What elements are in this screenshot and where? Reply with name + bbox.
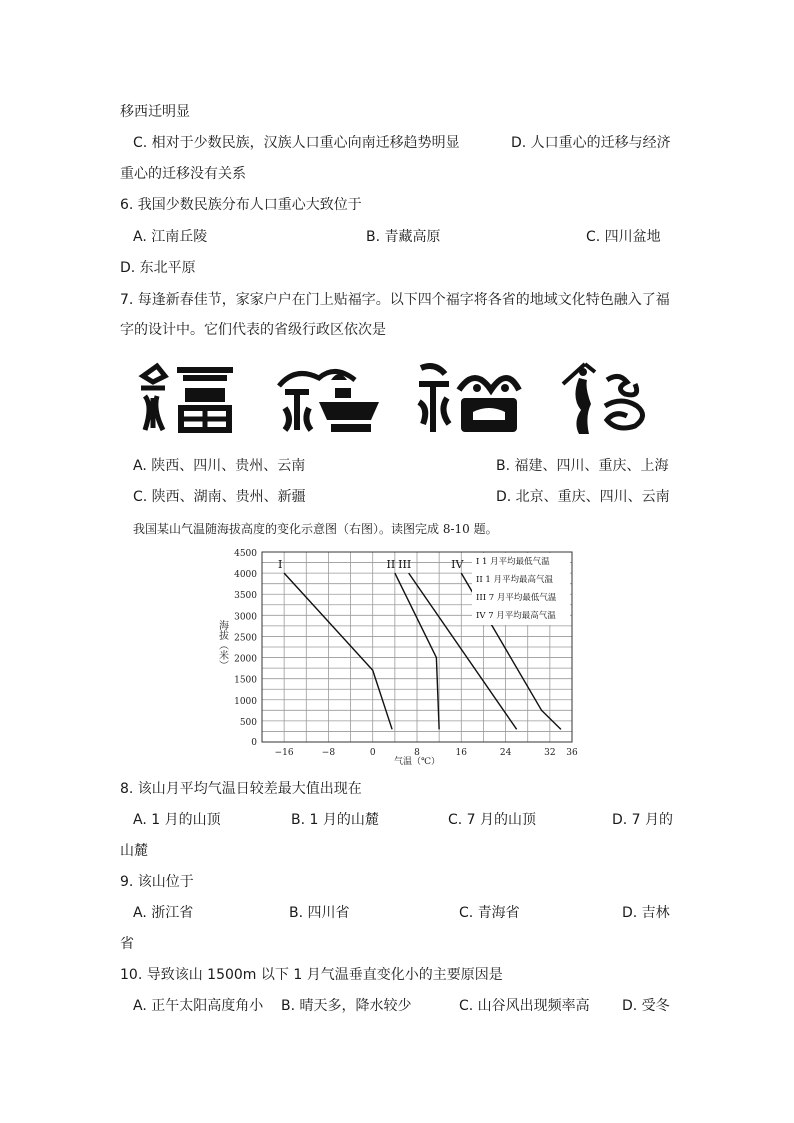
- legend-entry-1: I 1 月平均最低气温: [476, 557, 550, 567]
- option-q10-a: A. 正午太阳高度角小: [133, 998, 264, 1014]
- legend-entry-2: II 1 月平均最高气温: [476, 575, 554, 585]
- fu-character-sichuan: [275, 358, 385, 438]
- option-q7-b: B. 福建、四川、重庆、上海: [496, 458, 669, 474]
- question-9: 9. 该山位于: [120, 874, 194, 890]
- y-tick-label: 2500: [234, 633, 257, 644]
- option-q5-d: D. 人口重心的迁移与经济: [511, 135, 671, 151]
- y-tick-label: 3000: [234, 612, 257, 623]
- x-tick-label: 32: [544, 748, 556, 758]
- option-q6-b: B. 青藏高原: [366, 229, 441, 245]
- option-q7-a: A. 陕西、四川、贵州、云南: [133, 458, 306, 474]
- series-marker-3: III: [398, 558, 412, 572]
- question-10: 10. 导致该山 1500m 以下 1 月气温垂直变化小的主要原因是: [120, 967, 503, 983]
- x-tick-label: 8: [414, 748, 420, 758]
- option-q8-d-continuation: 山麓: [120, 843, 148, 859]
- option-q8-d: D. 7 月的: [612, 812, 674, 828]
- series-marker-2: II: [386, 558, 396, 572]
- y-tick-label: 4500: [234, 549, 257, 559]
- y-tick-label: 4000: [234, 570, 257, 581]
- fu-character-yunnan: [555, 358, 665, 438]
- option-q6-d: D. 东北平原: [120, 260, 196, 276]
- option-q6-c: C. 四川盆地: [586, 229, 661, 245]
- option-q9-a: A. 浙江省: [133, 905, 194, 921]
- x-tick-label: −16: [274, 748, 294, 758]
- question-7-line2: 字的设计中。它们代表的省级行政区依次是: [120, 322, 386, 338]
- option-q10-c: C. 山谷风出现频率高: [459, 998, 590, 1014]
- figure-intro: 我国某山气温随海拔高度的变化示意图（右图）。读图完成 8-10 题。: [133, 522, 498, 536]
- x-tick-label: 36: [566, 748, 578, 758]
- y-tick-label: 2000: [234, 654, 257, 665]
- y-tick-label: 0: [251, 738, 257, 748]
- legend-entry-4: IV 7 月平均最高气温: [476, 611, 556, 621]
- x-tick-label: −8: [321, 748, 336, 758]
- x-axis-label: 气温（℃）: [393, 757, 441, 765]
- option-q9-d-continuation: 省: [120, 936, 134, 952]
- y-axis-label: 海拔（米）: [216, 620, 228, 670]
- series-marker-4: IV: [451, 558, 464, 572]
- option-q7-d: D. 北京、重庆、四川、云南: [496, 489, 670, 505]
- fu-character-shaanxi: [135, 358, 245, 438]
- y-tick-label: 1000: [234, 696, 257, 707]
- option-q9-c: C. 青海省: [459, 905, 520, 921]
- option-q7-c: C. 陕西、湖南、贵州、新疆: [133, 489, 306, 505]
- line-q5-continuation: 移西迁明显: [120, 104, 190, 120]
- question-6: 6. 我国少数民族分布人口重心大致位于: [120, 197, 362, 213]
- y-tick-label: 500: [239, 717, 257, 728]
- option-q10-b: B. 晴天多，降水较少: [281, 998, 412, 1014]
- fu-character-images: [135, 358, 655, 438]
- option-q8-a: A. 1 月的山顶: [133, 812, 221, 828]
- fu-character-guizhou: [415, 358, 525, 438]
- option-q5-d-continuation: 重心的迁移没有关系: [120, 166, 246, 182]
- option-q10-d: D. 受冬: [622, 998, 670, 1014]
- option-q9-b: B. 四川省: [289, 905, 350, 921]
- question-7-line1: 7. 每逢新春佳节，家家户户在门上贴福字。以下四个福字将各省的地域文化特色融入了福: [120, 292, 670, 308]
- option-q5-c: C. 相对于少数民族，汉族人口重心向南迁移趋势明显: [133, 135, 460, 151]
- option-q6-a: A. 江南丘陵: [133, 229, 208, 245]
- series-line-1: [284, 573, 392, 729]
- temperature-altitude-chart: [210, 540, 590, 765]
- x-tick-label: 16: [455, 748, 468, 758]
- option-q8-b: B. 1 月的山麓: [291, 812, 379, 828]
- option-q9-d: D. 吉林: [622, 905, 670, 921]
- y-tick-label: 1500: [234, 675, 257, 686]
- x-tick-label: 0: [369, 748, 376, 758]
- option-q8-c: C. 7 月的山顶: [448, 812, 537, 828]
- y-tick-label: 3500: [234, 591, 257, 602]
- question-8: 8. 该山月平均气温日较差最大值出现在: [120, 781, 362, 797]
- legend-entry-3: III 7 月平均最低气温: [476, 593, 557, 603]
- x-tick-label: 24: [499, 748, 512, 758]
- series-marker-1: I: [277, 558, 283, 572]
